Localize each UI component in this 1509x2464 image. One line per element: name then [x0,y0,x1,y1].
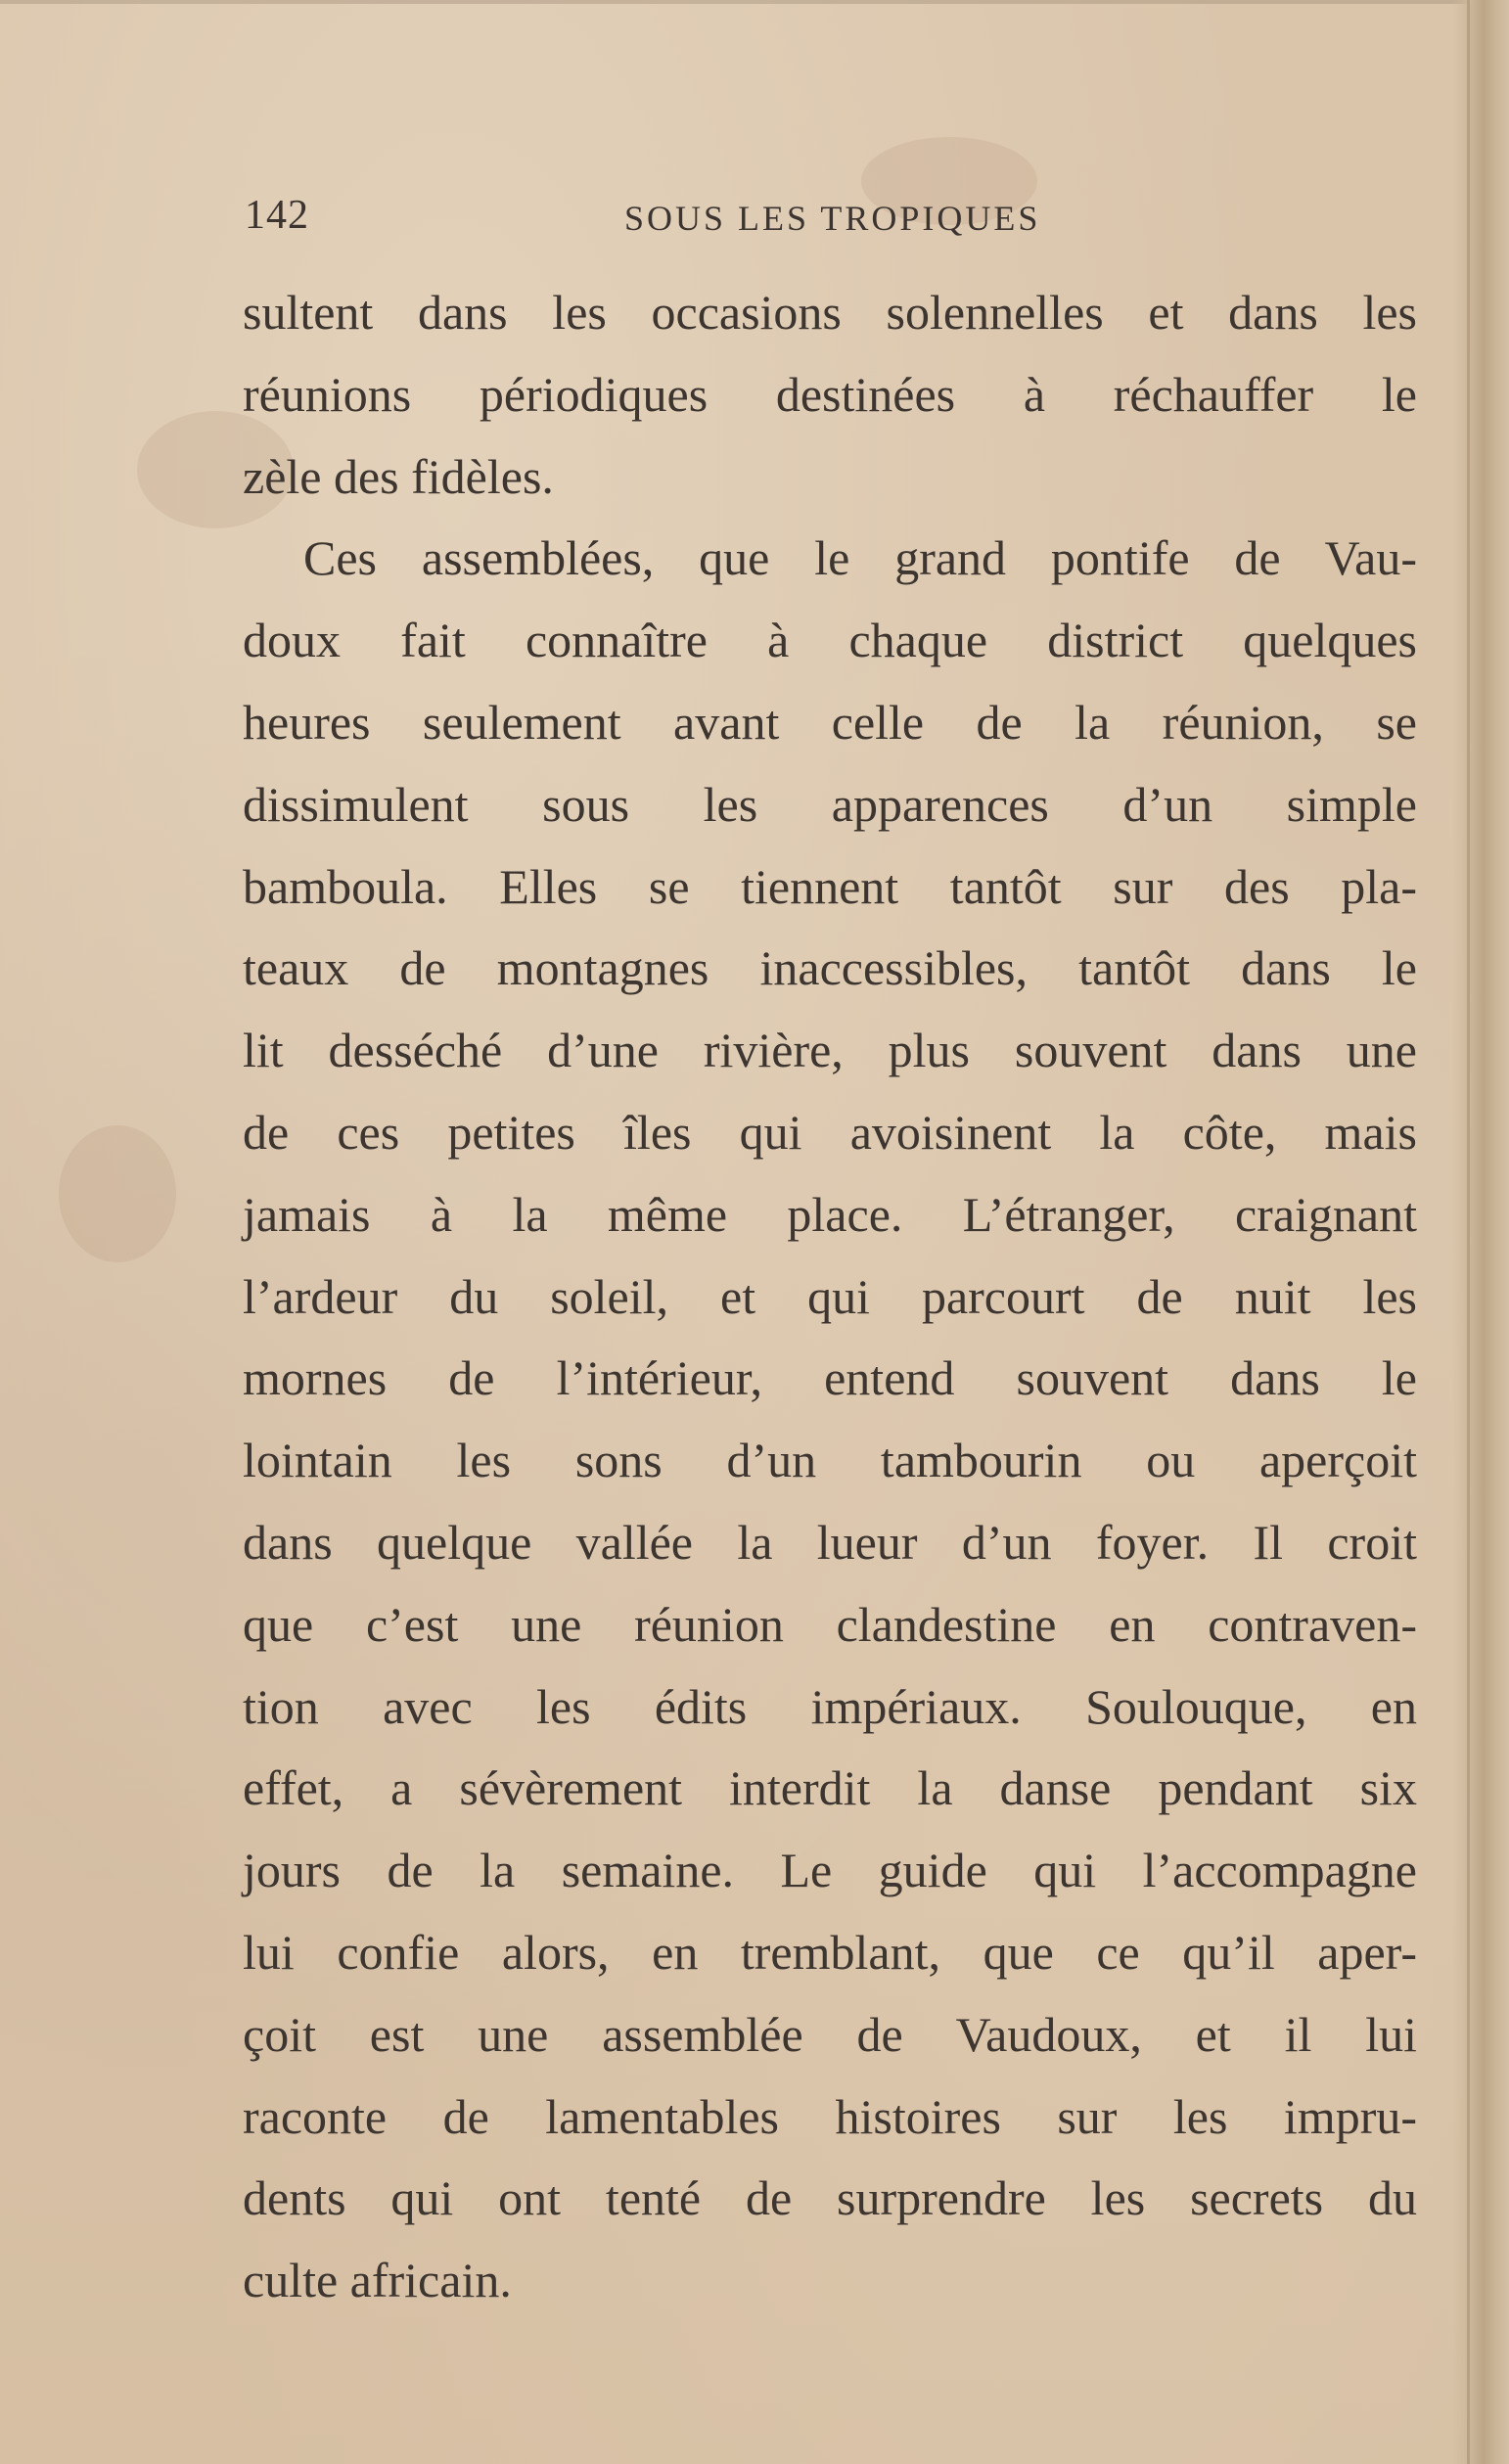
text-line: dans quelque vallée la lueur d’un foyer. Il croit [243,1514,1417,1570]
paper-stain [59,1125,176,1262]
text-line: réunions périodiques destinées à réchauffer le [243,366,1417,422]
text-line: bamboula. Elles se tiennent tantôt sur des pla- [243,858,1417,914]
text-line: lui confie alors, en tremblant, que ce qu’il aper- [243,1924,1417,1980]
page-number: 142 [245,193,309,238]
page-edge-line [1467,0,1470,2464]
text-line: doux fait connaître à chaque district quelques [243,613,1417,668]
text-line: çoit est une assemblée de Vaudoux, et il lui [243,2006,1417,2062]
text-line: que c’est une réunion clandestine en contraven- [243,1596,1417,1652]
page-header [245,192,1419,251]
text-line: lointain les sons d’un tambourin ou aperçoit [243,1433,1417,1488]
text-line: l’ardeur du soleil, et qui parcourt de nuit les [243,1268,1417,1324]
text-line: culte africain. [243,2253,512,2308]
text-line: mornes de l’intérieur, entend souvent dans le [243,1350,1417,1406]
text-line: zèle des fidèles. [243,448,554,504]
text-line: dents qui ont tenté de surprendre les secrets du [243,2170,1417,2226]
text-line: lit desséché d’une rivière, plus souvent dans une [243,1023,1417,1078]
running-title: SOUS LES TROPIQUES [624,199,1041,238]
text-line: heures seulement avant celle de la réunion, se [243,694,1417,750]
body-text [243,272,1417,2322]
text-line: sultent dans les occasions solennelles et dans les [243,285,1417,340]
text-line: effet, a sévèrement interdit la danse pendant six [243,1760,1417,1816]
text-line: tion avec les édits impériaux. Soulouque, en [243,1678,1417,1734]
text-line: dissimulent sous les apparences d’un simple [243,776,1417,832]
page-edge-shadow [1452,0,1509,2464]
text-line: de ces petites îles qui avoisinent la côte, mais [243,1104,1417,1160]
text-line: raconte de lamentables histoires sur les impru- [243,2088,1417,2144]
text-line: jamais à la même place. L’étranger, craignant [243,1186,1417,1242]
text-line: jours de la semaine. Le guide qui l’accompagne [243,1843,1417,1898]
text-line: teaux de montagnes inaccessibles, tantôt dans le [243,940,1417,996]
text-line: Ces assemblées, que le grand pontife de Vau- [303,530,1417,586]
